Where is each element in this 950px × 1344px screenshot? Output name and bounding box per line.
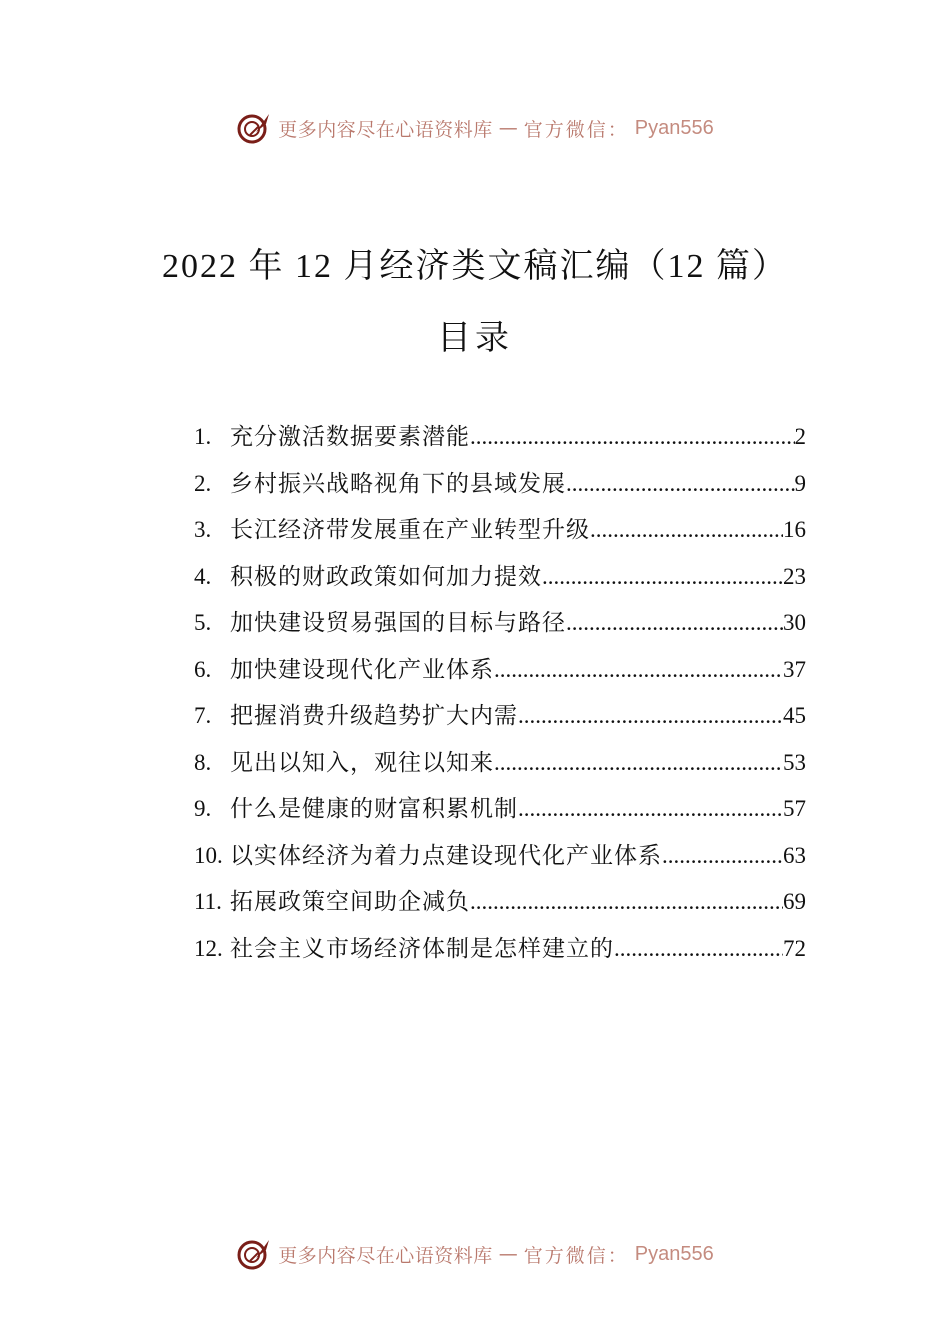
- toc-dot-leader: [590, 517, 783, 543]
- toc-entry-page: 9: [794, 470, 806, 496]
- watermark-separator: —: [498, 117, 518, 139]
- toc-entry-12[interactable]: [194, 930, 806, 977]
- toc-entry-number: 11.: [194, 889, 222, 914]
- toc-dot-leader: [494, 657, 783, 683]
- toc-entry-page: 53: [783, 749, 806, 775]
- toc-dot-leader: [566, 471, 795, 497]
- table-of-contents: [194, 418, 806, 976]
- toc-entry-page: 69: [783, 889, 806, 914]
- toc-dot-leader: [518, 703, 783, 729]
- toc-dot-leader: [494, 750, 783, 776]
- watermark-separator: —: [498, 1243, 518, 1265]
- watermark-text: 更多内容尽在心语资料库: [278, 1244, 493, 1267]
- watermark-text: 更多内容尽在心语资料库: [278, 118, 493, 141]
- toc-entry-number: 1.: [194, 424, 212, 449]
- toc-dot-leader: [470, 424, 795, 450]
- toc-entry-number: 2.: [194, 470, 212, 496]
- toc-entry-title: 加快建设贸易强国的目标与路径: [230, 610, 566, 635]
- toc-entry-number: 6.: [194, 656, 212, 682]
- toc-entry-title: 加快建设现代化产业体系: [230, 656, 494, 682]
- toc-dot-leader: [470, 889, 783, 915]
- toc-entry-number: 4.: [194, 563, 212, 589]
- toc-entry-page: 72: [783, 935, 806, 961]
- toc-entry-title: 积极的财政政策如何加力提效: [230, 563, 542, 589]
- toc-entry-6[interactable]: [194, 651, 806, 698]
- toc-entry-1[interactable]: [194, 418, 806, 465]
- quill-logo-icon: [236, 1236, 272, 1272]
- header-watermark: [0, 108, 950, 148]
- toc-entry-10[interactable]: [194, 837, 806, 884]
- toc-entry-title: 社会主义市场经济体制是怎样建立的: [230, 935, 614, 961]
- toc-entry-title: 见出以知入，观往以知来: [230, 749, 494, 775]
- toc-entry-5[interactable]: [194, 604, 806, 651]
- toc-entry-page: 2: [794, 424, 806, 449]
- toc-entry-title: 以实体经济为着力点建设现代化产业体系: [230, 842, 662, 868]
- toc-entry-9[interactable]: [194, 790, 806, 837]
- toc-dot-leader: [662, 843, 783, 869]
- toc-entry-title: 乡村振兴战略视角下的县域发展: [230, 470, 566, 496]
- toc-entry-7[interactable]: [194, 697, 806, 744]
- toc-entry-number: 9.: [194, 796, 212, 821]
- footer-watermark: [0, 1234, 950, 1274]
- toc-entry-page: 23: [783, 563, 806, 589]
- watermark-wechat-label: 官方微信：: [523, 1244, 629, 1267]
- toc-entry-2[interactable]: [194, 465, 806, 512]
- toc-dot-leader: [542, 564, 783, 590]
- toc-entry-3[interactable]: [194, 511, 806, 558]
- toc-entry-number: 7.: [194, 703, 212, 728]
- toc-entry-number: 10.: [194, 842, 223, 868]
- toc-entry-title: 长江经济带发展重在产业转型升级: [230, 517, 590, 542]
- toc-entry-number: 8.: [194, 749, 212, 775]
- document-title: 2022 年 12 月经济类文稿汇编（12 篇）: [162, 248, 788, 285]
- toc-entry-title: 什么是健康的财富积累机制: [230, 796, 518, 821]
- toc-entry-4[interactable]: [194, 558, 806, 605]
- watermark-wechat-id: Pyan556: [634, 1242, 714, 1265]
- toc-entry-page: 16: [783, 517, 806, 542]
- toc-entry-page: 63: [783, 842, 806, 868]
- toc-entry-title: 拓展政策空间助企减负: [230, 889, 470, 914]
- toc-dot-leader: [518, 796, 783, 822]
- toc-entry-8[interactable]: [194, 744, 806, 791]
- toc-entry-number: 5.: [194, 610, 212, 635]
- toc-dot-leader: [566, 610, 783, 636]
- toc-entry-number: 12.: [194, 935, 223, 961]
- toc-entry-page: 57: [783, 796, 806, 821]
- toc-dot-leader: [614, 936, 783, 962]
- toc-heading: 目录: [437, 320, 513, 357]
- watermark-wechat-label: 官方微信：: [523, 118, 629, 141]
- quill-logo-icon: [236, 110, 272, 146]
- toc-entry-page: 45: [783, 703, 806, 728]
- toc-entry-title: 把握消费升级趋势扩大内需: [230, 703, 518, 728]
- toc-entry-11[interactable]: [194, 883, 806, 930]
- toc-entry-title: 充分激活数据要素潜能: [230, 424, 470, 449]
- toc-entry-page: 37: [783, 656, 806, 682]
- toc-entry-number: 3.: [194, 517, 212, 542]
- toc-entry-page: 30: [783, 610, 806, 635]
- watermark-wechat-id: Pyan556: [634, 116, 714, 139]
